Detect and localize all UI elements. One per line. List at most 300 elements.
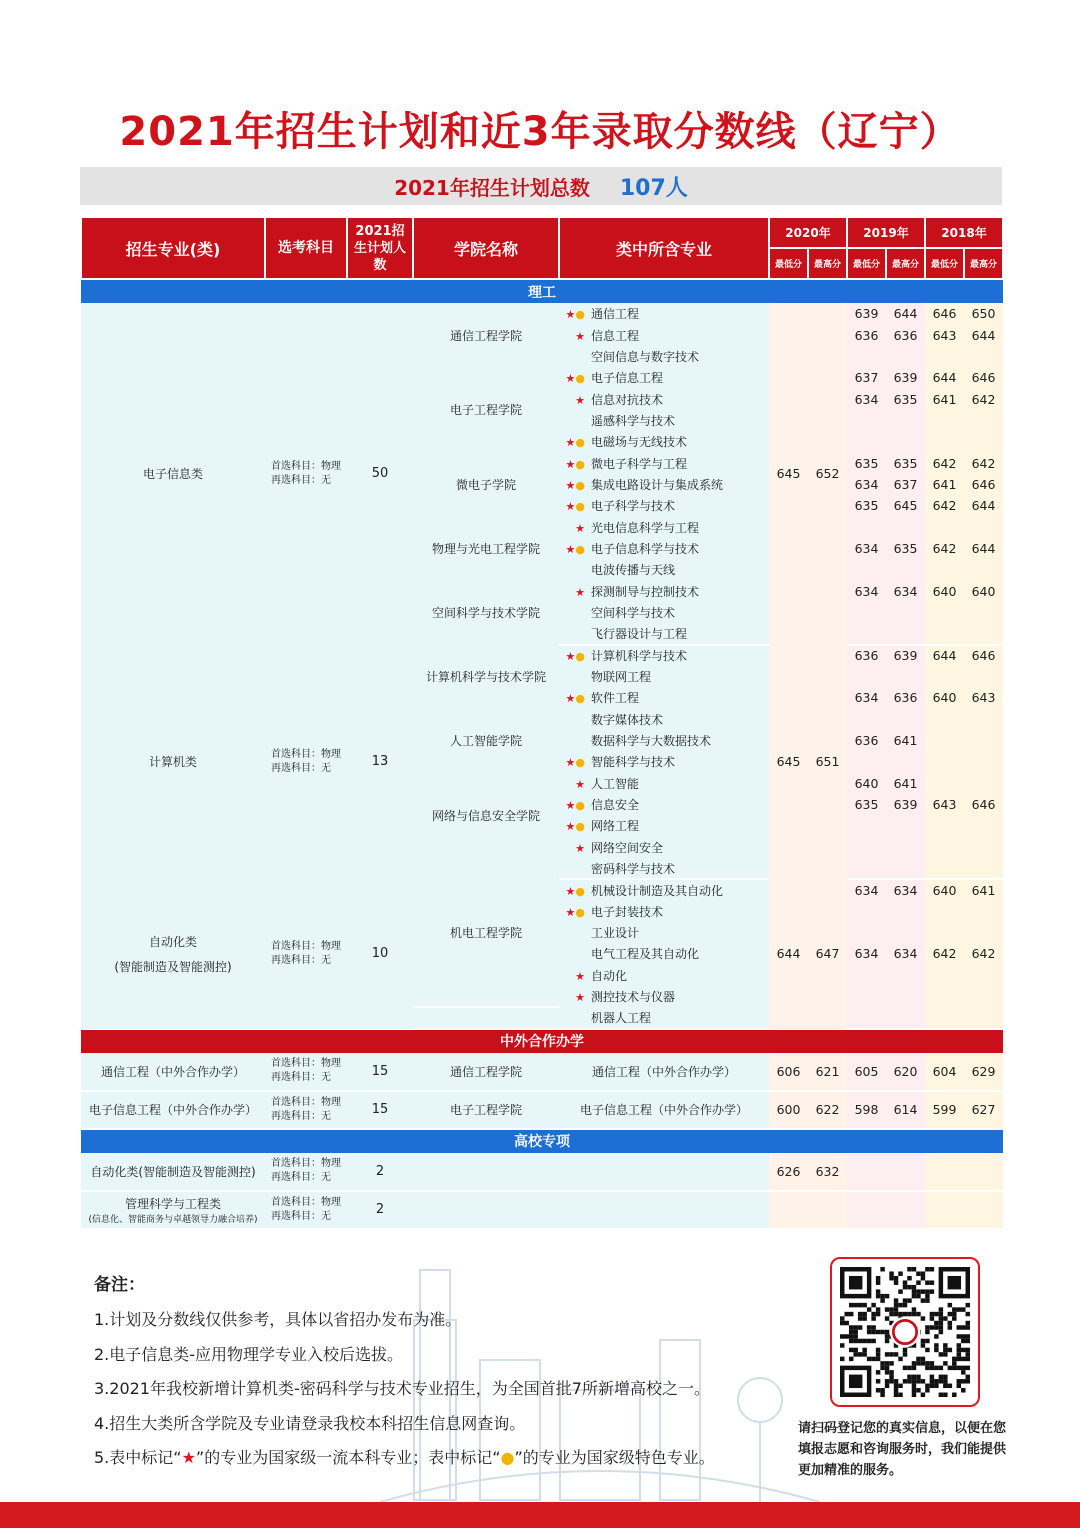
- score-cell: [964, 559, 1003, 580]
- submajor-cell: [559, 773, 769, 794]
- score-cell: 606: [769, 1053, 808, 1091]
- submajor-cell: [559, 580, 769, 601]
- submajor-cell: [559, 943, 769, 964]
- score-cell: 641: [925, 474, 964, 495]
- score-cell: 600: [769, 1091, 808, 1129]
- score-cell: 639: [886, 367, 925, 388]
- score-cell: [847, 346, 886, 367]
- score-cell: [964, 709, 1003, 730]
- score-cell: [925, 623, 964, 644]
- plan-count: 15: [347, 1091, 413, 1129]
- score-cell: [964, 623, 1003, 644]
- note-item: 3.2021年我校新增计算机类-密码科学与技术专业招生，为全国首批7所新增高校之一。: [94, 1379, 710, 1398]
- score-cell: [925, 922, 964, 943]
- star-mark-icon: ★: [575, 521, 585, 535]
- major-cell: [81, 645, 265, 880]
- score-2020-max: 651: [808, 645, 847, 880]
- score-cell: [847, 1007, 886, 1028]
- major-cell: [81, 1191, 265, 1229]
- college-name: 物理与光电工程学院: [413, 516, 559, 580]
- score-cell: [964, 751, 1003, 772]
- score-cell: [847, 602, 886, 623]
- header-min: 最低分: [769, 248, 808, 279]
- score-cell: [886, 666, 925, 687]
- star-mark-icon: ★: [575, 991, 585, 1005]
- qr-tip: 请扫码登记您的真实信息，以便在您填报志愿和咨询服务时，我们能提供更加精准的服务。: [798, 1421, 1007, 1478]
- score-2020-max: 647: [808, 879, 847, 1028]
- college-name: 空间科学与技术学院: [413, 580, 559, 644]
- submajor-name: 遥感科学与技术: [591, 413, 676, 428]
- submajor-name: 机械设计制造及其自动化: [591, 883, 724, 898]
- score-cell: [964, 773, 1003, 794]
- dot-mark-icon: ●: [575, 650, 585, 664]
- submajor-name: 网络工程: [591, 819, 640, 834]
- submajor-cell: [559, 516, 769, 537]
- dot-mark-icon: ●: [575, 692, 585, 706]
- submajor-cell: [559, 687, 769, 708]
- score-cell: [964, 431, 1003, 452]
- score-cell: 640: [925, 580, 964, 601]
- score-cell: [886, 516, 925, 537]
- plan-count: 13: [347, 645, 413, 880]
- score-cell: [925, 837, 964, 858]
- submajor-cell: [559, 559, 769, 580]
- score-cell: 622: [808, 1091, 847, 1129]
- submajor-name: 数据科学与大数据技术: [591, 734, 712, 749]
- star-mark-icon: ★: [565, 884, 576, 898]
- score-cell: [925, 516, 964, 537]
- score-cell: [964, 1153, 1003, 1191]
- score-cell: 636: [847, 324, 886, 345]
- score-cell: [925, 751, 964, 772]
- score-cell: [886, 346, 925, 367]
- score-cell: 626: [769, 1153, 808, 1191]
- score-cell: 642: [925, 452, 964, 473]
- score-cell: 644: [964, 324, 1003, 345]
- section-special: 高校专项: [81, 1129, 1003, 1153]
- score-cell: [925, 346, 964, 367]
- major-name-sub: (智能制造及智能测控): [114, 959, 232, 974]
- score-cell: 642: [925, 495, 964, 516]
- submajor-cell: [559, 410, 769, 431]
- score-cell: [847, 559, 886, 580]
- score-cell: [964, 1191, 1003, 1229]
- college-name: 人工智能学院: [413, 709, 559, 773]
- score-cell: [964, 602, 1003, 623]
- header-max: 最高分: [886, 248, 925, 279]
- score-cell: 641: [964, 879, 1003, 900]
- submajor-name: 智能科学与技术: [591, 755, 676, 770]
- note-item: 4.招生大类所含学院及专业请登录我校本科招生信息网查询。: [94, 1413, 526, 1433]
- subject-line-2: 再选科目：无: [271, 762, 331, 774]
- score-cell: [964, 1007, 1003, 1028]
- section-coop: 中外合作办学: [81, 1029, 1003, 1053]
- score-cell: [964, 858, 1003, 879]
- header-max: 最高分: [808, 248, 847, 279]
- score-cell: [925, 602, 964, 623]
- score-cell: 599: [925, 1091, 964, 1129]
- major-cell: [81, 303, 265, 645]
- subject-cell: [265, 1191, 347, 1229]
- subject-line-2: 再选科目：无: [271, 474, 331, 486]
- score-2020-max: 652: [808, 303, 847, 645]
- star-mark-icon: ★: [565, 308, 576, 322]
- star-mark-icon: ★: [565, 500, 576, 514]
- subject-line-1: 首选科目：物理: [271, 1196, 341, 1208]
- admission-table: [80, 216, 1004, 1230]
- submajor-name: 探测制导与控制技术: [591, 584, 700, 599]
- score-cell: [925, 709, 964, 730]
- dot-mark-icon: ●: [575, 905, 585, 919]
- submajor-cell: [559, 879, 769, 900]
- header-major: 招生专业(类): [81, 217, 265, 279]
- subject-cell: [265, 1053, 347, 1091]
- score-cell: [808, 1191, 847, 1229]
- star-mark-icon: ★: [565, 799, 576, 813]
- score-cell: [964, 346, 1003, 367]
- score-cell: [925, 666, 964, 687]
- score-cell: [925, 559, 964, 580]
- submajor-cell: [559, 815, 769, 836]
- score-cell: [964, 410, 1003, 431]
- subject-line-1: 首选科目：物理: [271, 940, 341, 952]
- score-cell: [964, 986, 1003, 1007]
- dot-mark-icon: ●: [575, 436, 585, 450]
- submajor-name: 信息对抗技术: [591, 392, 664, 407]
- submajor-name: 电波传播与天线: [591, 563, 676, 578]
- plan-count: 2: [347, 1153, 413, 1191]
- score-cell: 620: [886, 1053, 925, 1091]
- submajor-name: 电子封装技术: [591, 904, 664, 919]
- submajor-name: 空间科学与技术: [591, 605, 676, 620]
- score-cell: [886, 837, 925, 858]
- plan-count: 15: [347, 1053, 413, 1091]
- star-mark-icon: ★: [565, 478, 576, 492]
- submajor-name: 物联网工程: [591, 670, 652, 685]
- submajor-name: 集成电路设计与集成系统: [591, 477, 724, 492]
- star-mark-icon: ★: [565, 905, 576, 919]
- score-cell: 643: [925, 794, 964, 815]
- major-name: 管理科学与工程类: [124, 1196, 221, 1211]
- star-mark-icon: ★: [575, 969, 585, 983]
- header-subject: 选考科目: [265, 217, 347, 279]
- score-cell: 634: [847, 580, 886, 601]
- submajor-name: 密码科学与技术: [591, 861, 676, 876]
- subject-line-1: 首选科目：物理: [271, 460, 341, 472]
- score-cell: 644: [886, 303, 925, 324]
- score-cell: 635: [847, 452, 886, 473]
- submajor-name: 软件工程: [591, 691, 640, 706]
- star-mark-icon: ★: [565, 692, 576, 706]
- score-cell: [964, 901, 1003, 922]
- header-max: 最高分: [964, 248, 1003, 279]
- college-name: 微电子学院: [413, 452, 559, 516]
- score-cell: [847, 751, 886, 772]
- score-cell: [925, 901, 964, 922]
- score-cell: 646: [925, 303, 964, 324]
- submajor-cell: [559, 858, 769, 879]
- score-cell: 641: [925, 388, 964, 409]
- submajor-cell: [559, 495, 769, 516]
- dot-mark-icon: ●: [575, 884, 585, 898]
- college-name: [413, 1007, 559, 1028]
- score-cell: 614: [886, 1091, 925, 1129]
- plan-count: 2: [347, 1191, 413, 1229]
- submajor-cell: [559, 367, 769, 388]
- subject-cell: [265, 645, 347, 880]
- star-mark-icon: ★: [565, 436, 576, 450]
- score-cell: 634: [847, 943, 886, 964]
- submajor-name: 计算机科学与技术: [591, 649, 688, 664]
- submajor-name: 机器人工程: [591, 1011, 652, 1026]
- section-science: 理工: [81, 279, 1003, 303]
- star-mark-icon: ★: [575, 329, 585, 343]
- star-mark-icon: ★: [575, 777, 585, 791]
- star-mark-icon: ★: [565, 820, 576, 834]
- dot-mark-icon: ●: [575, 500, 585, 514]
- score-cell: [847, 965, 886, 986]
- score-cell: 634: [847, 474, 886, 495]
- score-cell: 643: [964, 687, 1003, 708]
- score-cell: 635: [847, 495, 886, 516]
- college-name: 网络与信息安全学院: [413, 773, 559, 858]
- score-cell: [847, 1191, 886, 1229]
- total-plan-value: 107人: [619, 175, 688, 201]
- score-cell: [925, 431, 964, 452]
- score-cell: [847, 410, 886, 431]
- page-title: 2021年招生计划和近3年录取分数线（辽宁）: [119, 109, 961, 155]
- college-name: 通信工程学院: [413, 303, 559, 367]
- header-plan: 2021招生计划人数: [347, 217, 413, 279]
- submajor-name: 电气工程及其自动化: [591, 947, 700, 962]
- submajor-cell: [559, 474, 769, 495]
- subject-cell: [265, 879, 347, 1028]
- submajor-cell: [559, 837, 769, 858]
- submajor-name: 工业设计: [591, 926, 640, 941]
- score-cell: [964, 666, 1003, 687]
- submajor-name: 信息安全: [591, 798, 640, 813]
- submajor-name: [559, 1191, 769, 1229]
- score-cell: [886, 1007, 925, 1028]
- score-cell: [925, 730, 964, 751]
- score-cell: [886, 901, 925, 922]
- submajor-name: 空间信息与数字技术: [591, 349, 700, 364]
- submajor-name: 通信工程: [591, 307, 640, 322]
- college-name: [413, 1191, 559, 1229]
- score-cell: 646: [964, 794, 1003, 815]
- star-mark-icon: ★: [565, 756, 576, 770]
- submajor-cell: [559, 623, 769, 644]
- subject-cell: [265, 1153, 347, 1191]
- score-cell: 646: [964, 474, 1003, 495]
- footer-bar: [0, 1502, 1080, 1528]
- score-cell: [964, 516, 1003, 537]
- submajor-name: 微电子科学与工程: [591, 456, 688, 471]
- score-cell: [925, 1007, 964, 1028]
- score-cell: 642: [964, 943, 1003, 964]
- star-mark-icon: ★: [575, 585, 585, 599]
- star-mark-icon: ★: [565, 542, 576, 556]
- score-cell: 637: [847, 367, 886, 388]
- score-cell: [847, 858, 886, 879]
- score-cell: 644: [925, 645, 964, 666]
- score-cell: 634: [847, 538, 886, 559]
- score-cell: [964, 815, 1003, 836]
- table-row: [81, 645, 1003, 666]
- score-cell: 635: [847, 794, 886, 815]
- submajor-cell: [559, 730, 769, 751]
- major-name: 通信工程（中外合作办学）: [81, 1053, 265, 1091]
- college-name: 电子工程学院: [413, 367, 559, 452]
- header-year-2020: 2020年: [769, 217, 847, 248]
- score-cell: [886, 751, 925, 772]
- submajor-name: 测控技术与仪器: [591, 990, 676, 1005]
- score-cell: 644: [925, 367, 964, 388]
- submajor-cell: [559, 645, 769, 666]
- score-cell: [886, 602, 925, 623]
- dot-mark-icon: ●: [575, 308, 585, 322]
- score-cell: [964, 730, 1003, 751]
- dot-mark-icon: ●: [575, 820, 585, 834]
- score-cell: [886, 986, 925, 1007]
- major-name: 计算机类: [148, 755, 197, 770]
- subject-line-1: 首选科目：物理: [271, 1096, 341, 1108]
- table-row: [81, 1191, 1003, 1229]
- score-cell: 639: [847, 303, 886, 324]
- subject-line-2: 再选科目：无: [271, 1210, 331, 1222]
- score-cell: [964, 922, 1003, 943]
- score-cell: 640: [925, 879, 964, 900]
- score-cell: [886, 559, 925, 580]
- score-cell: [847, 431, 886, 452]
- score-cell: [769, 1191, 808, 1229]
- qr-code[interactable]: [830, 1257, 980, 1407]
- table-row: [81, 1091, 1003, 1129]
- score-cell: [847, 666, 886, 687]
- dot-mark-icon: ●: [575, 542, 585, 556]
- submajor-name: 电子信息工程: [591, 371, 664, 386]
- submajor-name: 电子科学与技术: [591, 499, 676, 514]
- dot-mark-icon: ●: [575, 372, 585, 386]
- score-cell: 634: [847, 687, 886, 708]
- header-year-2019: 2019年: [847, 217, 925, 248]
- score-cell: 636: [886, 687, 925, 708]
- score-cell: 636: [847, 645, 886, 666]
- submajor-cell: [559, 1007, 769, 1028]
- subject-cell: [265, 303, 347, 645]
- score-cell: 634: [847, 879, 886, 900]
- subject-line-2: 再选科目：无: [271, 1110, 331, 1122]
- table-row: [81, 303, 1003, 324]
- score-cell: 635: [886, 452, 925, 473]
- star-mark-icon: ★: [575, 393, 585, 407]
- score-cell: [925, 815, 964, 836]
- header-min: 最低分: [925, 248, 964, 279]
- submajor-cell: [559, 602, 769, 623]
- submajor-name: [559, 1153, 769, 1191]
- submajor-cell: [559, 538, 769, 559]
- subject-cell: [265, 1091, 347, 1129]
- score-cell: 634: [886, 580, 925, 601]
- submajor-cell: [559, 452, 769, 473]
- major-cell: [81, 1153, 265, 1191]
- score-cell: [847, 901, 886, 922]
- score-cell: [925, 1153, 964, 1191]
- header-submajors: 类中所含专业: [559, 217, 769, 279]
- notes-section: [94, 1270, 794, 1476]
- submajor-name: 电子信息科学与技术: [591, 541, 700, 556]
- major-name: 电子信息工程（中外合作办学）: [81, 1091, 265, 1129]
- major-name-sub: (信息化、智能商务与卓越领导力融合培养): [88, 1214, 258, 1225]
- score-2020-min: 644: [769, 879, 808, 1028]
- submajor-cell: [559, 751, 769, 772]
- submajor-cell: [559, 346, 769, 367]
- score-cell: [925, 965, 964, 986]
- college-name: 计算机科学与技术学院: [413, 645, 559, 709]
- submajor-name: 网络空间安全: [591, 840, 664, 855]
- college-name: 电子工程学院: [413, 1091, 559, 1129]
- score-cell: [847, 623, 886, 644]
- plan-count: 50: [347, 303, 413, 645]
- score-cell: 634: [886, 879, 925, 900]
- total-plan-label: 2021年招生计划总数: [394, 175, 590, 200]
- submajor-name: 数字媒体技术: [591, 712, 664, 727]
- submajor-cell: [559, 431, 769, 452]
- score-cell: 635: [886, 538, 925, 559]
- submajor-name: 信息工程: [591, 328, 640, 343]
- score-cell: [886, 431, 925, 452]
- score-cell: 640: [964, 580, 1003, 601]
- score-cell: 598: [847, 1091, 886, 1129]
- score-cell: [964, 965, 1003, 986]
- score-cell: 639: [886, 794, 925, 815]
- submajor-name: 飞行器设计与工程: [591, 626, 688, 641]
- score-cell: 646: [964, 645, 1003, 666]
- score-cell: 650: [964, 303, 1003, 324]
- score-2020-min: 645: [769, 645, 808, 880]
- score-cell: 641: [886, 730, 925, 751]
- submajor-cell: [559, 794, 769, 815]
- score-cell: 642: [925, 538, 964, 559]
- score-cell: 642: [964, 388, 1003, 409]
- star-mark-icon: ★: [565, 372, 576, 386]
- score-cell: 634: [886, 943, 925, 964]
- score-cell: 639: [886, 645, 925, 666]
- score-cell: 634: [847, 388, 886, 409]
- score-cell: 632: [808, 1153, 847, 1191]
- score-cell: [886, 410, 925, 431]
- note-item: 1.计划及分数线仅供参考，具体以省招办发布为准。: [94, 1310, 462, 1329]
- submajor-cell: [559, 303, 769, 324]
- score-cell: 621: [808, 1053, 847, 1091]
- submajor-cell: [559, 388, 769, 409]
- subject-line-2: 再选科目：无: [271, 954, 331, 966]
- table-row: [81, 1153, 1003, 1191]
- subject-line-1: 首选科目：物理: [271, 748, 341, 760]
- header-year-2018: 2018年: [925, 217, 1003, 248]
- score-cell: [886, 922, 925, 943]
- score-cell: [847, 815, 886, 836]
- score-cell: [925, 858, 964, 879]
- note-item: 2.电子信息类-应用物理学专业入校后选拔。: [94, 1344, 404, 1364]
- score-cell: [886, 965, 925, 986]
- score-cell: [847, 922, 886, 943]
- submajor-name: 电子信息工程（中外合作办学）: [559, 1091, 769, 1129]
- qr-code-pattern: [840, 1267, 970, 1397]
- subject-line-2: 再选科目：无: [271, 1172, 331, 1184]
- score-cell: 640: [847, 773, 886, 794]
- submajor-cell: [559, 324, 769, 345]
